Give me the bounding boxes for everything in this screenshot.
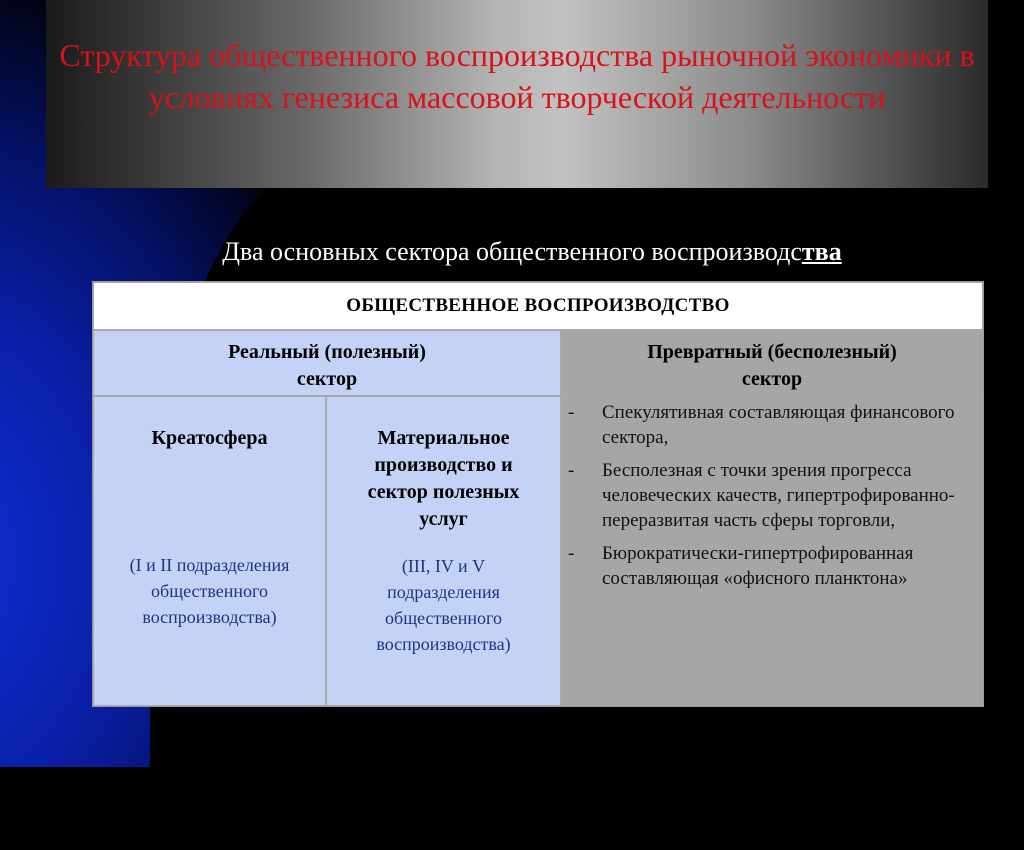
real-sector-line2: сектор [296, 368, 358, 390]
list-item-text: Бесполезная с точки зрения прогресса человеческих качеств, гипертрофированно-переразвитая часть сферы торговли, [602, 460, 955, 531]
perverse-sector-list-cell [561, 396, 983, 706]
list-item [568, 541, 978, 591]
perverse-items-list [568, 400, 978, 599]
list-item [568, 400, 978, 450]
material-title: Материальное производство и сектор полезных услуг [367, 427, 520, 530]
kreatosphere-title: Креатосфера [151, 427, 268, 449]
material-note: (III, IV и V подразделения общественного воспроизводства) [376, 556, 511, 654]
bullet-dash: - [568, 460, 575, 481]
perverse-sector-line2: сектор [741, 368, 803, 390]
real-sector-header [93, 330, 561, 396]
subtitle-tail: тва [801, 237, 842, 266]
subtitle-main: Два основных сектора общественного воспроизводс [222, 237, 802, 266]
real-sector-line1: Реальный (полезный) [228, 341, 426, 363]
list-item-text: Бюрократически-гипертрофированная составляющая «офисного планктона» [602, 543, 914, 589]
reproduction-table [92, 281, 984, 707]
list-item-text: Спекулятивная составляющая финансового сектора, [602, 402, 955, 448]
perverse-sector-header [561, 330, 983, 396]
table-header: ОБЩЕСТВЕННОЕ ВОСПРОИЗВОДСТВО [93, 282, 983, 330]
kreatosphere-cell [93, 396, 326, 706]
kreatosphere-note: (I и II подразделения общественного воспроизводства) [129, 555, 290, 627]
material-production-cell [326, 396, 561, 706]
bullet-dash: - [568, 402, 575, 423]
perverse-sector-line1: Превратный (бесполезный) [647, 341, 897, 363]
slide-title: Структура общественного воспроизводства рыночной экономики в условиях генезиса массовой творческой деятельности [59, 37, 975, 115]
list-item [568, 458, 978, 533]
bullet-dash: - [568, 543, 575, 564]
slide-subtitle [0, 237, 1024, 267]
